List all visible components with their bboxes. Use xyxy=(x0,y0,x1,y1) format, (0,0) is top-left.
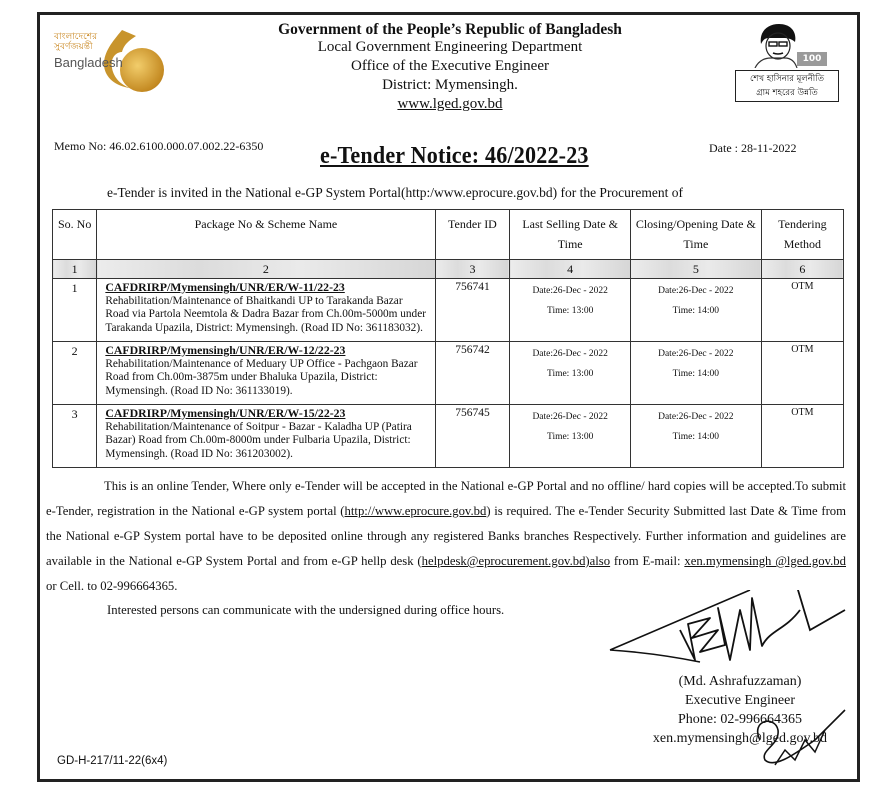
cell-last-selling xyxy=(510,279,631,342)
contact-note: Interested persons can communicate with the undersigned during office hours. xyxy=(107,603,505,617)
index-cell: 1 xyxy=(53,260,97,279)
office-name: Office of the Executive Engineer xyxy=(351,58,549,74)
last-selling-time: Time: 13:00 xyxy=(546,306,594,316)
instructions-text: This is an online Tender, Where only e-Tender will be accepted in the National e-GP Portal and no offline/ hard copies will be accepted.To submit e-Tender, registration in the National e-GP system portal ( xyxy=(46,479,846,518)
scheme-name: Rehabilitation/Maintenance of Meduary UP Office - Pachgaon Bazar Road from Ch.00m-3875m under Bhaluka Upazila, District: Mymensingh. (Road ID No: 361133019). xyxy=(105,357,418,397)
mujib-100-badge: 100 xyxy=(797,52,827,66)
col-header-method: Tendering Method xyxy=(761,210,843,260)
instructions-text: or Cell. to 02-996664365. xyxy=(46,579,178,593)
index-cell: 5 xyxy=(630,260,761,279)
cell-closing xyxy=(630,342,761,405)
motto-line1: শেখ হাসিনার মূলনীতি xyxy=(749,74,825,84)
cell-closing xyxy=(630,279,761,342)
golden-jubilee-logo xyxy=(54,28,164,90)
logo-portrait-disc-icon xyxy=(120,48,164,92)
index-cell: 2 xyxy=(97,260,435,279)
cell-method: OTM xyxy=(761,279,843,342)
cell-package xyxy=(97,405,435,468)
govt-title: Government of the People’s Republic of Bangladesh xyxy=(278,21,622,38)
motto-line2: গ্রাম শহরের উন্নতি xyxy=(756,88,818,98)
notice-date: Date : 28-11-2022 xyxy=(709,141,797,155)
signatory-name: (Md. Ashrafuzzaman) xyxy=(678,674,802,689)
logo-bangla-line2: সুবর্ণজয়ন্তী xyxy=(54,42,93,52)
footer-code: GD-H-217/11-22(6x4) xyxy=(57,755,168,767)
package-number: CAFDRIRP/Mymensingh/UNR/ER/W-15/22-23 xyxy=(105,406,346,420)
department-name: Local Government Engineering Department xyxy=(317,39,583,55)
website-link[interactable]: www.lged.gov.bd xyxy=(397,96,503,112)
index-cell: 4 xyxy=(510,260,631,279)
closing-time: Time: 14:00 xyxy=(672,306,720,316)
eprocure-link[interactable]: http://www.eprocure.gov.bd xyxy=(344,504,487,518)
cell-package xyxy=(97,342,435,405)
instructions-text: from E-mail: xyxy=(610,554,685,568)
package-number: CAFDRIRP/Mymensingh/UNR/ER/W-11/22-23 xyxy=(105,280,345,294)
helpdesk-email-link[interactable]: helpdesk@eprocurement.gov.bd)also xyxy=(421,554,611,568)
cell-closing xyxy=(630,405,761,468)
cell-so-no: 1 xyxy=(53,279,97,342)
index-cell: 6 xyxy=(761,260,843,279)
notice-title: e-Tender Notice: 46/2022-23 xyxy=(320,143,589,169)
table-row xyxy=(53,342,844,405)
column-index-row xyxy=(53,260,844,279)
last-selling-date: Date:26-Dec - 2022 xyxy=(532,349,608,359)
signatory-phone: Phone: 02-996664365 xyxy=(677,712,803,727)
memo-number: Memo No: 46.02.6100.000.07.002.22-6350 xyxy=(54,139,264,153)
office-email-link[interactable]: xen.mymensingh @lged.gov.bd xyxy=(684,554,846,568)
cell-tender-id: 756745 xyxy=(435,405,510,468)
package-number: CAFDRIRP/Mymensingh/UNR/ER/W-12/22-23 xyxy=(105,343,346,357)
cell-so-no: 3 xyxy=(53,405,97,468)
portrait-icon xyxy=(751,22,801,68)
tender-table xyxy=(52,209,844,468)
col-header-tender-id: Tender ID xyxy=(435,210,510,260)
logo-bangla-line1: বাংলাদেশের xyxy=(54,32,98,42)
closing-date: Date:26-Dec - 2022 xyxy=(658,286,734,296)
col-header-package: Package No & Scheme Name xyxy=(97,210,435,260)
table-row xyxy=(53,279,844,342)
col-header-closing: Closing/Opening Date & Time xyxy=(630,210,761,260)
closing-time: Time: 14:00 xyxy=(672,369,720,379)
last-selling-time: Time: 13:00 xyxy=(546,369,594,379)
motto-box xyxy=(735,70,839,102)
logo-english-text: Bangladesh xyxy=(54,55,123,70)
col-header-so-no: So. No xyxy=(53,210,97,260)
cell-last-selling xyxy=(510,405,631,468)
scheme-name: Rehabilitation/Maintenance of Bhaitkandi UP to Tarakanda Bazar Road via Partola Neemtola & Dadra Bazar from Ch.00m-5000m under Tarakanda Upazila, District: Mymensingh. (Road ID No: 361183032). xyxy=(105,294,426,334)
index-cell: 3 xyxy=(435,260,510,279)
instructions-paragraph xyxy=(46,474,846,599)
signatory-email: xen.mymensingh@lged.gov.bd xyxy=(652,731,828,746)
cell-tender-id: 756742 xyxy=(435,342,510,405)
table-row xyxy=(53,405,844,468)
closing-time: Time: 14:00 xyxy=(672,432,720,442)
last-selling-date: Date:26-Dec - 2022 xyxy=(532,412,608,422)
mujib-100-logo xyxy=(735,22,841,104)
col-header-last-selling: Last Selling Date & Time xyxy=(510,210,631,260)
instructions-text: ) is required. The e-Tender Security Submitted last Date & Time from the National e-GP System portal have to be deposited online through any registered Banks branches Respectively. Further information and guidelines are available in the National e-GP System Portal and from e-GP hellp desk ( xyxy=(46,504,847,568)
last-selling-time: Time: 13:00 xyxy=(546,432,594,442)
signatory-designation: Executive Engineer xyxy=(684,693,795,708)
table-header-row xyxy=(53,210,844,260)
signatory-block xyxy=(640,672,840,748)
closing-date: Date:26-Dec - 2022 xyxy=(658,349,734,359)
cell-tender-id: 756741 xyxy=(435,279,510,342)
intro-text: e-Tender is invited in the National e-GP System Portal(http:/www.eprocure.gov.bd) for the Procurement of xyxy=(107,185,684,200)
cell-method: OTM xyxy=(761,405,843,468)
last-selling-date: Date:26-Dec - 2022 xyxy=(532,286,608,296)
cell-package xyxy=(97,279,435,342)
closing-date: Date:26-Dec - 2022 xyxy=(658,412,734,422)
cell-so-no: 2 xyxy=(53,342,97,405)
scheme-name: Rehabilitation/Maintenance of Soitpur - Bazar - Kaladha UP (Patira Bazar) Road from Ch.00m-8000m under Fulbaria Upazila, District: Mymensingh. (Road ID No: 361203002). xyxy=(105,420,412,460)
district-name: District: Mymensingh. xyxy=(382,77,518,93)
cell-last-selling xyxy=(510,342,631,405)
cell-method: OTM xyxy=(761,342,843,405)
logo-bangla-text xyxy=(54,32,97,52)
